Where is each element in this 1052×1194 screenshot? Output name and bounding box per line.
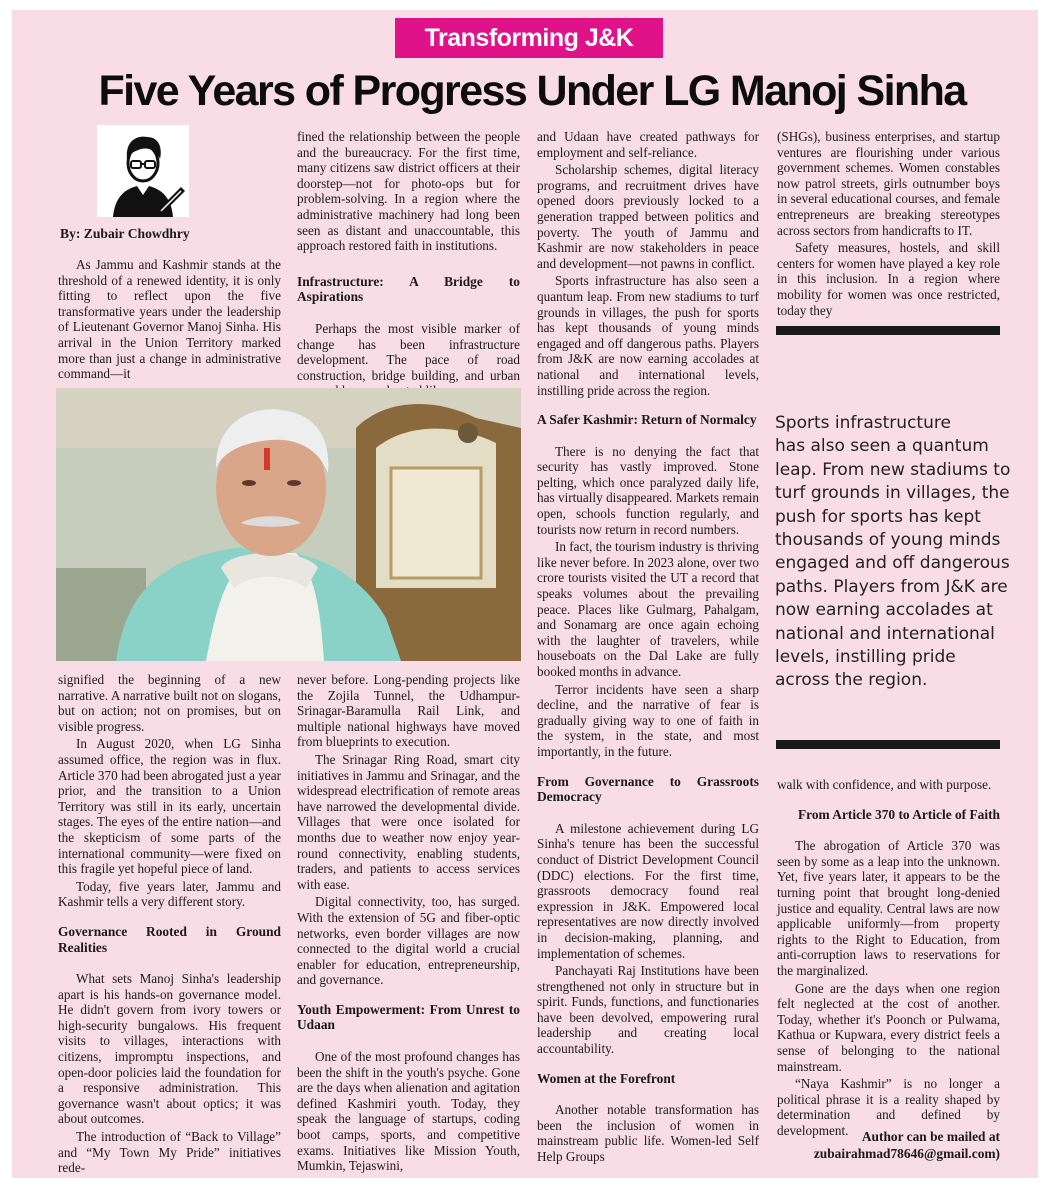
paragraph: Panchayati Raj Institutions have been strengthened not only in structure but in spirit. Funds, functions, and functionaries have been devolved, empowering rural leadership and creating local accountability. (537, 963, 759, 1057)
paragraph: Safety measures, hostels, and skill centers for women have played a key role in this inclusion. In a region where mobility for women was once restricted, today they (777, 240, 1000, 318)
subhead-article: From Article 370 to Article of Faith (797, 806, 1000, 822)
pullquote-line: Sports infrastructure (775, 413, 951, 433)
column-1-top (58, 257, 281, 384)
paragraph: In fact, the tourism industry is thriving like never before. In 2023 alone, over two crore tourists visited the UT a record that speaks volumes about the prevailing peace. Places like Gulmarg, Pahalgam, and Sonamarg are once again echoing with the laughter of travelers, while houseboats on the Dal Lake are fully booked months in advance. (537, 539, 760, 679)
subhead-safer: A Safer Kashmir: Return of Normalcy (537, 412, 757, 428)
paragraph: As Jammu and Kashmir stands at the threshold of a renewed identity, it is only fitting to reflect upon the five transformative years under the leadership of Lieutenant Governor Manoj Sinha. His arrival in the Union Territory marked more than just a change in administrative command—it (58, 257, 281, 382)
column-1-bottom (58, 672, 281, 1178)
author-email: zubairahmad78646@gmail.com) (813, 1146, 1000, 1161)
newspaper-page (12, 10, 1038, 1178)
subhead-governance: Governance Rooted in Ground Realities (58, 923, 281, 955)
paragraph: Today, five years later, Jammu and Kashmir tells a very different story. (58, 878, 281, 910)
paragraph: Scholarship schemes, digital literacy programs, and recruitment drives have opened doors previously locked to a generation trapped between politics and poverty. The youth of Jammu and Kashmir are now stakeholders in peace and development—not pawns in conflict. (537, 162, 759, 271)
paragraph: The Srinagar Ring Road, smart city initiatives in Jammu and Srinagar, and the widespread electrification of remote areas have narrowed the developmental divide. Villages that were once isolated for months due to weather now enjoy year-round connectivity, enabling students, traders, and patients to access services with ease. (297, 751, 520, 892)
pullquote-line: paths. Players from J&K are (775, 576, 1008, 597)
pullquote-line: levels, instilling pride (775, 647, 956, 668)
pullquote-top-rule (776, 326, 1000, 335)
author-avatar-icon (97, 125, 189, 217)
column-4-bottom (777, 777, 1000, 1140)
pullquote-line: push for sports has kept (775, 506, 981, 527)
paragraph: walk with confidence, and with purpose. (777, 777, 992, 792)
paragraph: (SHGs), business enterprises, and startup ventures are flourishing under various government schemes. Women constables now patrol streets, girls outnumber boys in several educational courses, and female entrepreneurs are breaking stereotypes across sectors from handicrafts to IT. (777, 129, 1000, 238)
pullquote-line: now earning accolades at (775, 600, 993, 621)
pullquote-bottom-rule (776, 740, 1000, 749)
paragraph: Perhaps the most visible marker of change has been infrastructure development. The pace of road construction, bridge building, and urban (297, 320, 520, 383)
paragraph: Terror incidents have seen a sharp decline, and the narrative of fear is gradually giving way to one of faith in the system, in the state, and most importantly, in the future. (537, 681, 759, 759)
paragraph: Another notable transformation has been the inclusion of women in mainstream public life. Women-led Self Help Groups (537, 1102, 759, 1165)
column-2-bottom (297, 672, 520, 1176)
paragraph: The abrogation of Article 370 was seen by some as a leap into the unknown. Yet, five years later, it appears to be the turning point that brought long-denied justice and equality. Central laws are now applicable uniformly—from property rights to the Right to Education, from anti-corruption laws to reservations for the marginalized. (777, 838, 1000, 978)
paragraph: Gone are the days when one region felt neglected at the cost of another. Today, whether it's Poonch or Pulwama, Kathua or Kupwara, every district feels a sense of belonging to the national mainstream. (777, 980, 1000, 1074)
paragraph: What sets Manoj Sinha's leadership apart is his hands-on governance model. He didn't govern from ivory towers or high-security bungalows. His frequent visits to villages, interactions with citizens, impromptu inspections, and open-door policies laid the foundation for a responsive administration. This governance wasn't about optics; it was about outcomes. (58, 971, 281, 1127)
column-3 (537, 129, 759, 1167)
author-contact (812, 1128, 1000, 1162)
pullquote-line: engaged and off dangerous (775, 553, 1010, 574)
paragraph: “Naya Kashmir” is no longer a political phrase it is a reality shaped by determination and defined by development. (777, 1076, 1000, 1138)
subhead-women: Women at the Forefront (537, 1070, 676, 1086)
paragraph: One of the most profound changes has been the shift in the youth's psyche. Gone are the days when alienation and agitation defined Kashmiri youth. Today, they speak the language of startups, coding boot camps, sports, and competitive exams. Initiatives like Mission Youth, Mumkin, Tejaswini, (297, 1049, 520, 1174)
pullquote-line: leap. From new stadiums to (775, 459, 1011, 480)
pullquote-line: has also seen a quantum (775, 436, 989, 457)
paragraph: Digital connectivity, too, has surged. With the extension of 5G and fiber-optic networks, even border villages are now connected to the digital world a crucial enabler for education, entrepreneurship, and governance. (297, 894, 520, 988)
paragraph: Sports infrastructure has also seen a quantum leap. From new stadiums to turf grounds in villages, the push for sports has kept thousands of young minds engaged and off dangerous paths. Players from J&K are now earning accolades at national and international levels, instilling pride across the region. (537, 273, 759, 398)
lg-manoj-sinha-photo (56, 388, 521, 661)
pullquote-line: national and international (775, 623, 995, 644)
paragraph: A milestone achievement during LG Sinha's tenure has been the successful conduct of District Development Council (DDC) elections. For the first time, grassroots democracy found real expression in J&K. Empowered local representatives are now directly involved in decision-making, planning, and implementation of schemes. (537, 820, 759, 961)
subhead-grassroots: From Governance to Grassroots Democracy (537, 773, 759, 805)
subhead-youth: Youth Empowerment: From Unrest to Udaan (297, 1001, 520, 1033)
column-4-top (777, 129, 1000, 320)
pullquote-line: across the region. (775, 670, 928, 691)
headline: Five Years of Progress Under LG Manoj Sinha (98, 67, 966, 115)
subhead-infrastructure: Infrastructure: A Bridge to Aspirations (297, 273, 520, 305)
paragraph: and Udaan have created pathways for employment and self-reliance. (537, 129, 759, 160)
paragraph: signified the beginning of a new narrative. A narrative built not on slogans, but on action; not on promises, but on visible progress. (58, 672, 281, 734)
byline: By: Zubair Chowdhry (60, 226, 190, 241)
pullquote-line: thousands of young minds (775, 530, 1001, 551)
paragraph: In August 2020, when LG Sinha assumed office, the region was in flux. Article 370 had been abrogated just a year prior, and the transition to a Union Territory was still in its early, uncertain stages. The eyes of the entire nation—and the skepticism of some parts of the international community—were fixed on this fragile yet hopeful piece of land. (58, 736, 281, 877)
pullquote-line: turf grounds in villages, the (775, 483, 1010, 504)
column-2-top (297, 129, 520, 401)
paragraph: fined the relationship between the people and the bureaucracy. For the first time, many citizens saw district officers at their doorstep—not for photo-ops but for problem-solving. In a region where the administrative machinery had long been seen as distant and unaccountable, this approach restored faith in institutions. (297, 129, 520, 254)
paragraph: never before. Long-pending projects like the Zojila Tunnel, the Udhampur-Srinagar-Baramulla Rail Link, and multiple national highways have moved from blueprints to execution. (297, 672, 520, 750)
section-banner: Transforming J&K (395, 18, 663, 58)
author-contact-line: Author can be mailed at (861, 1129, 1000, 1144)
pull-quote (775, 412, 1011, 693)
paragraph: There is no denying the fact that security has vastly improved. Stone pelting, which once paralyzed daily life, has virtually disappeared. Markets remain open, schools function regularly, and tourists now return in record numbers. (537, 443, 759, 537)
paragraph: The introduction of “Back to Village” and “My Town My Pride” initiatives rede- (58, 1129, 281, 1176)
